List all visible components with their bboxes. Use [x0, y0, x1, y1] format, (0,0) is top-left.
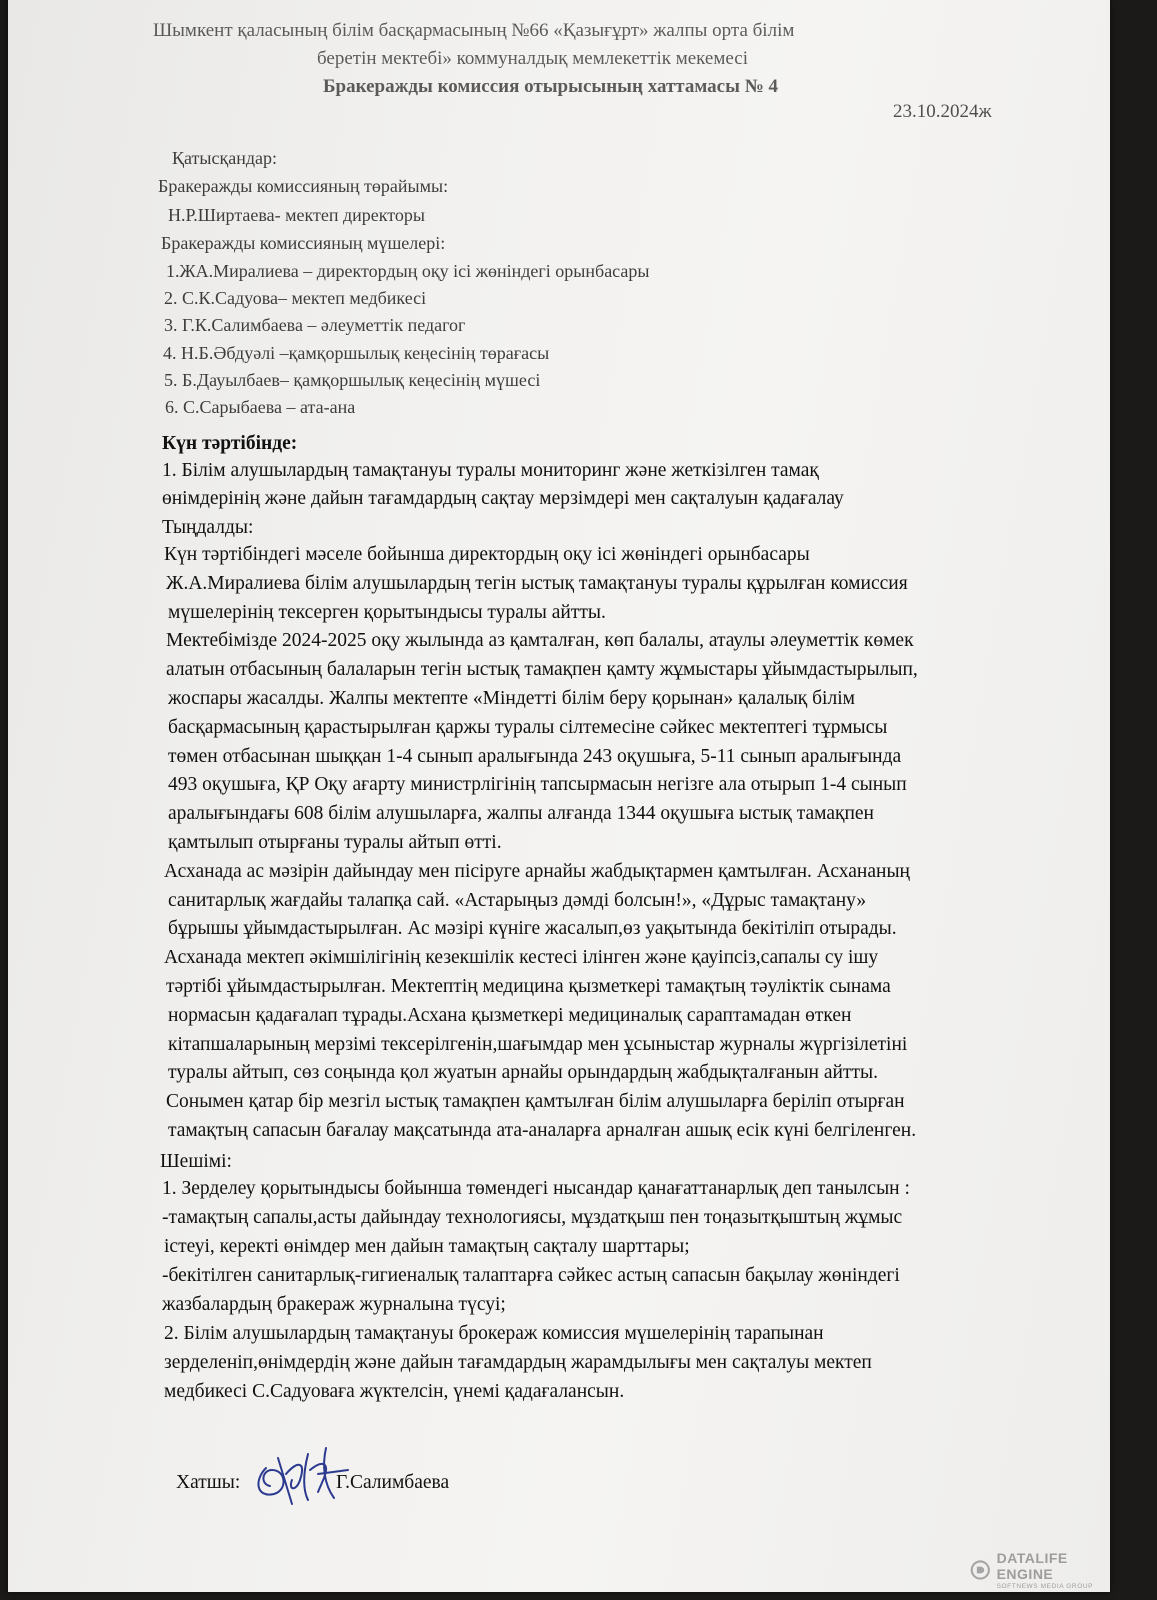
datalife-engine-watermark — [970, 1550, 1110, 1590]
member-item: 2. С.К.Садуова– мектеп медбикесі — [164, 288, 427, 309]
members-label: Бракеражды комиссияның мүшелері: — [161, 233, 446, 253]
decision-line: 1. Зерделеу қорытындысы бойынша төмендегі нысандар қанағаттанарлық деп танылсын : — [162, 1178, 910, 1199]
decision-label: Шешімі: — [160, 1151, 232, 1172]
heard-line: төмен отбасынан шыққан 1-4 сынып аралығында 243 оқушыға, 5-11 сынып аралығында — [168, 745, 902, 767]
document-page — [8, 0, 1110, 1592]
decision-line: істеуі, керекті өнімдер мен дайын тамақтың сақталу шарттары; — [164, 1236, 690, 1257]
member-item: 3. Г.К.Салимбаева – әлеуметтік педагог — [164, 315, 466, 336]
heard-line: Ж.А.Миралиева білім алушылардың тегін ыстық тамақтануы туралы құрылған комиссия — [166, 572, 908, 594]
heard-line: кітапшаларының мерзімі тексерілгенін,шағымдар мен ұсыныстар журналы жүргізілетіні — [168, 1033, 908, 1055]
heard-label: Тыңдалды: — [162, 517, 254, 538]
chair-name: Н.Р.Ширтаева- мектеп директоры — [168, 205, 426, 225]
heard-line: мүшелерінің тексерген қорытындысы туралы айтты. — [168, 601, 606, 623]
agenda-line: өнімдерінің және дайын тағамдардың сақтау мерзімдері мен сақталуын қадағалау — [162, 487, 844, 509]
heard-line: қамтылып отырғаны туралы айтып өтті. — [168, 832, 502, 853]
heard-line: тамақтың сапасын бағалау мақсатында ата-аналарға арналған ашық есік күні белгіленген. — [168, 1120, 917, 1141]
agenda-label: Күн тәртібінде: — [162, 433, 298, 454]
agenda-line: 1. Білім алушылардың тамақтануы туралы мониторинг және жеткізілген тамақ — [162, 460, 819, 481]
heard-line: алатын отбасының балаларын тегін ыстық тамақпен қамту жұмыстары ұйымдастырылып, — [166, 659, 918, 681]
member-item: 6. С.Сарыбаева – ата-ана — [165, 397, 356, 417]
heard-line: тәртібі ұйымдастырылған. Мектептің медицина қызметкері тамақтың тәуліктік сынама — [166, 976, 891, 997]
decision-line: -бекітілген санитарлық-гигиеналық талаптарға сәйкес астың сапасын бақылау жөніндегі — [162, 1265, 900, 1286]
watermark-sub-text: SOFTNEWS MEDIA GROUP — [996, 1583, 1094, 1590]
heard-line: жоспары жасалды. Жалпы мектепте «Міндетті білім беру қорынан» қалалық білім — [168, 688, 855, 709]
heard-line: Сонымен қатар бір мезгіл ыстық тамақпен қамтылған білім алушыларға беріліп отырған — [166, 1091, 905, 1113]
decision-line: зерделеніп,өнімдердің және дайын тағамдардың жарамдылығы мен сақталуы мектеп — [164, 1352, 872, 1373]
heard-line: туралы айтып, сөз соңында қол жуатын арнайы орындардың жабдықталғанын айтты. — [168, 1062, 878, 1084]
heard-line: басқармасының қарастырылған қаржы туралы сілтемесіне сәйкес мектептегі тұрмысы — [168, 716, 888, 738]
participants-label: Қатысқандар: — [172, 148, 277, 168]
member-item: 4. Н.Б.Әбдуәлі –қамқоршылық кеңесінің төрағасы — [163, 342, 550, 363]
heard-line: нормасын қадағалап тұрады.Асхана қызметкері медициналық сараптамадан өткен — [168, 1004, 852, 1026]
school-name-line-2: беретін мектебі» коммуналдық мемлекеттік мекемесі — [317, 48, 749, 69]
decision-line: -тамақтың сапалы,асты дайындау технологиясы, мұздатқыш пен тоңазытқыштың жұмыс — [162, 1207, 903, 1228]
datalife-logo-icon — [970, 1558, 991, 1582]
decision-line: 2. Білім алушылардың тамақтануы брокераж комиссия мүшелерінің тарапынан — [164, 1323, 824, 1344]
secretary-label: Хатшы: — [176, 1472, 241, 1493]
decision-line: медбикесі С.Садуоваға жүктелсін, үнемі қадағалансын. — [164, 1381, 625, 1402]
document-date: 23.10.2024ж — [893, 101, 992, 122]
heard-line: санитарлық жағдайы талапқа сай. «Астарыңыз дәмді болсын!», «Дұрыс тамақтану» — [168, 889, 867, 911]
school-name-line-1: Шымкент қаласының білім басқармасының №66 «Қазығұрт» жалпы орта білім — [153, 20, 795, 41]
member-item: 1.ЖА.Миралиева – директордың оқу ісі жөніндегі орынбасары — [166, 261, 650, 281]
heard-line: Мектебімізде 2024-2025 оқу жылында аз қамталған, көп балалы, атаулы әлеуметтік көмек — [166, 630, 914, 652]
heard-line: бұрышы ұйымдастырылған. Ас мәзірі күнiге жасалып,өз уақытында бекітіліп отырады. — [168, 918, 897, 940]
watermark-main-text: DATALIFE ENGINE — [996, 1550, 1068, 1582]
heard-line: Асханада мектеп әкімшілігінің кезекшілік кестесі ілінген және қауіпсіз,сапалы су ішу — [164, 947, 879, 969]
heard-line: Күн тәртібіндегі мәселе бойынша директордың оқу ісі жөніндегі орынбасары — [164, 544, 810, 565]
member-item: 5. Б.Дауылбаев– қамқоршылық кеңесінің мүшесі — [164, 369, 541, 390]
heard-line: Асханада ас мәзірін дайындау мен пісіруге арнайы жабдықтармен қамтылған. Асхананың — [164, 860, 910, 882]
document-title: Бракеражды комиссия отырысының хаттамасы № 4 — [323, 76, 779, 97]
decision-line: жазбалардың бракераж журналына түсуі; — [162, 1294, 506, 1315]
secretary-name: Г.Салимбаева — [336, 1472, 450, 1493]
heard-line: 493 оқушыға, ҚР Оқу ағарту министрлігінің тапсырмасын негізге ала отырып 1-4 сынып — [168, 774, 907, 796]
chair-label: Бракеражды комиссияның төрайымы: — [158, 176, 449, 196]
heard-line: аралығындағы 608 білім алушыларға, жалпы алғанда 1344 оқушыға ыстық тамақпен — [168, 803, 874, 825]
